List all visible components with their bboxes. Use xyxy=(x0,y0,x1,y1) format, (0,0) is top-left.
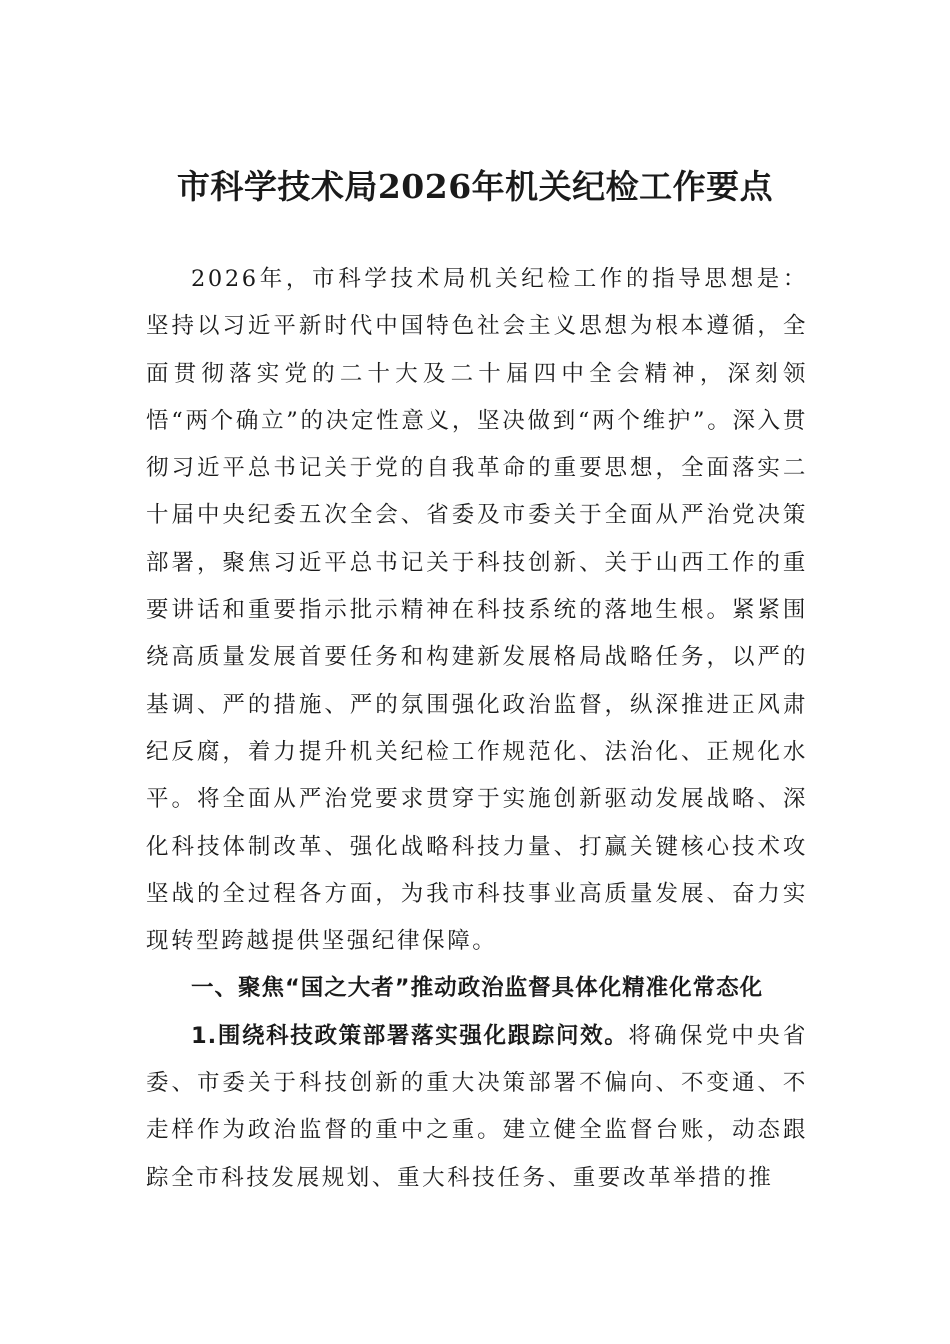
intro-paragraph: 2026年，市科学技术局机关纪检工作的指导思想是：坚持以习近平新时代中国特色社会主义思想为根本遵循，全面贯彻落实党的二十大及二十届四中全会精神，深刻领悟“两个确立”的决定性意义，坚决做到“两个维护”。深入贯彻习近平总书记关于党的自我革命的重要思想，全面落实二十届中央纪委五次全会、省委及市委关于全面从严治党决策部署，聚焦习近平总书记关于科技创新、关于山西工作的重要讲话和重要指示批示精神在科技系统的落地生根。紧紧围绕高质量发展首要任务和构建新发展格局战略任务，以严的基调、严的措施、严的氛围强化政治监督，纵深推进正风肃纪反腐，着力提升机关纪检工作规范化、法治化、正规化水平。将全面从严治党要求贯穿于实施创新驱动发展战略、深化科技体制改革、强化战略科技力量、打赢关键核心技术攻坚战的全过程各方面，为我市科技事业高质量发展、奋力实现转型跨越提供坚强纪律保障。 xyxy=(146,266,808,955)
section-heading-1: 一、聚焦“国之大者”推动政治监督具体化精准化常态化 xyxy=(191,975,764,1002)
item-heading-1: 1.围绕科技政策部署落实强化跟踪问效。 xyxy=(191,1022,629,1049)
document-body xyxy=(146,256,808,1202)
document-title: 市科学技术局2026年机关纪检工作要点 xyxy=(176,167,774,206)
item-paragraph-1 xyxy=(146,1013,808,1202)
item-text-1: 将确保党中央省委、市委关于科技创新的重大决策部署不偏向、不变通、不走样作为政治监督的重中之重。建立健全监督台账，动态跟踪全市科技发展规划、重大科技任务、重要改革举措的推 xyxy=(146,1022,808,1191)
